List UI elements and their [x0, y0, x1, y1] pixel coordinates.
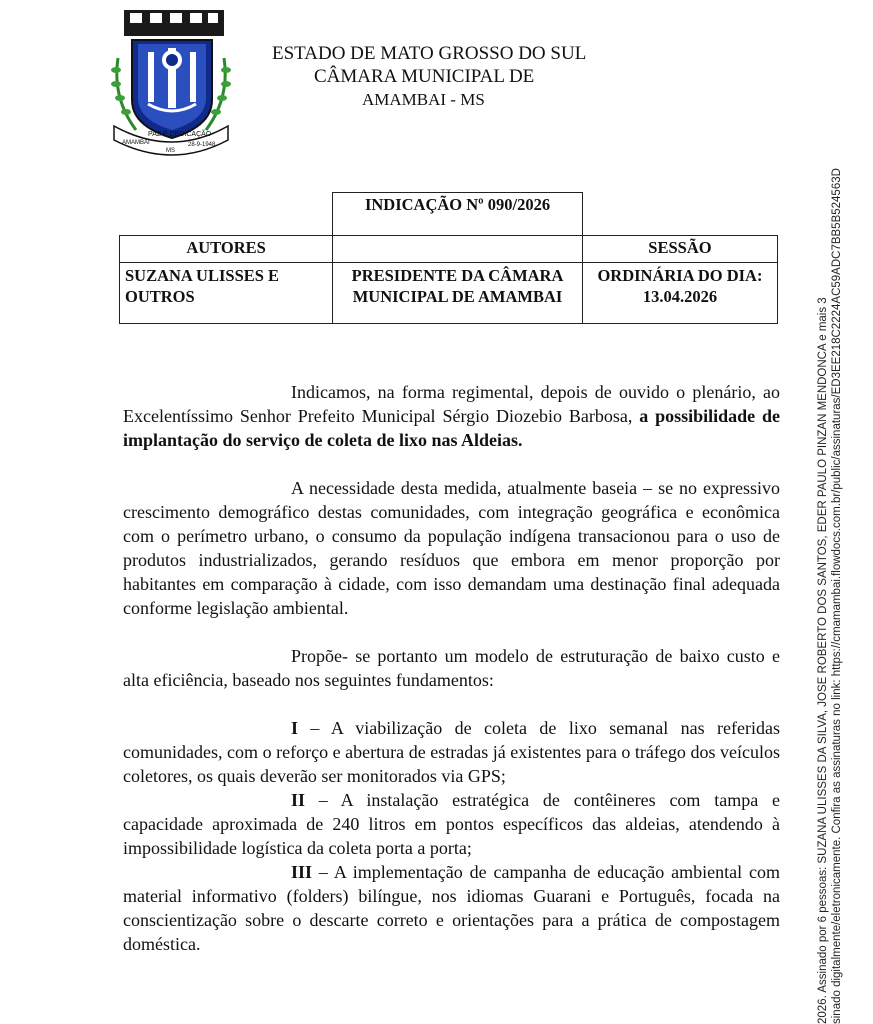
list-item-2: II – A instalação estratégica de contêineres com tampa e capacidade aproximada de 240 litros em pontos específicos das aldeias, atendendo à impossibilidade logística da coleta porta a porta; — [123, 790, 780, 858]
signature-line-1: 2026. Assinado por 6 pessoas: SUZANA ULISSES DA SILVA, JOSE ROBERTO DOS SANTOS, EDER PAULO PINZAN MENDONCA e mais 3 — [817, 297, 829, 1024]
paragraph-2: A necessidade desta medida, atualmente baseia – se no expressivo crescimento demográfico destas comunidades, com integração geográfica e econômica com o perímetro urbano, o consumo da população indígena transacionou para o uso de produtos industrializados, gerando resíduos que embora em menor proporção por habitantes em comparação à cidade, com isso demandam uma destinação final adequada conforme legislação ambiental. — [123, 478, 780, 618]
header-city: AMAMBAI - MS — [362, 90, 485, 109]
header-state: ESTADO DE MATO GROSSO DO SUL — [272, 43, 587, 64]
recipient-value: PRESIDENTE DA CÂMARA MUNICIPAL DE AMAMBAI — [333, 263, 583, 324]
session-value: ORDINÁRIA DO DIA: 13.04.2026 — [582, 263, 777, 324]
authors-value: SUZANA ULISSES E OUTROS — [120, 263, 333, 324]
header-chamber: CÂMARA MUNICIPAL DE — [314, 66, 535, 87]
indication-number: INDICAÇÃO Nº 090/2026 — [333, 193, 583, 236]
svg-text:PAZ E DEDICAÇÃO: PAZ E DEDICAÇÃO — [148, 131, 212, 138]
svg-text:MS: MS — [166, 148, 175, 154]
paragraph-3: Propõe- se portanto um modelo de estruturação de baixo custo e alta eficiência, baseado nos seguintes fundamentos: — [123, 646, 780, 690]
authors-header: AUTORES — [120, 236, 333, 263]
document-header — [272, 42, 586, 111]
list-item-3: III – A implementação de campanha de educação ambiental com material informativo (folders) bilíngue, nos idiomas Guarani e Português, focada na conscientização sobre o descarte correto e orientações para a prática de compostagem doméstica. — [123, 862, 780, 954]
paragraph-1-bold: a possibilidade de implantação do serviço de coleta de lixo nas Aldeias. — [123, 406, 780, 450]
signature-line-2: sinado digitalmente/eletronicamente. Confira as assinaturas no link: https://cmamambai.flowdocs.com.br/public/assinaturas/ED3EE218C2224AC59ADC7BB5B524563D — [831, 168, 843, 1024]
svg-text:28-9-1948: 28-9-1948 — [188, 142, 216, 148]
svg-text:AMAMBAI: AMAMBAI — [122, 140, 150, 146]
list-item-1: I – A viabilização de coleta de lixo semanal nas referidas comunidades, com o reforço e abertura de estradas já existentes para o tráfego dos veículos coletores, os quais deverão ser monitorados via GPS; — [123, 718, 780, 786]
paragraph-1: Indicamos, na forma regimental, depois de ouvido o plenário, ao Excelentíssimo Senhor Prefeito Municipal Sérgio Diozebio Barbosa, a possibilidade de implantação do serviço de coleta de lixo nas Aldeias. — [123, 382, 780, 450]
session-header: SESSÃO — [582, 236, 777, 263]
indication-info-table — [119, 192, 778, 324]
municipal-crest-logo — [108, 8, 234, 158]
digital-signature-note — [816, 154, 844, 1024]
document-body — [123, 380, 780, 956]
